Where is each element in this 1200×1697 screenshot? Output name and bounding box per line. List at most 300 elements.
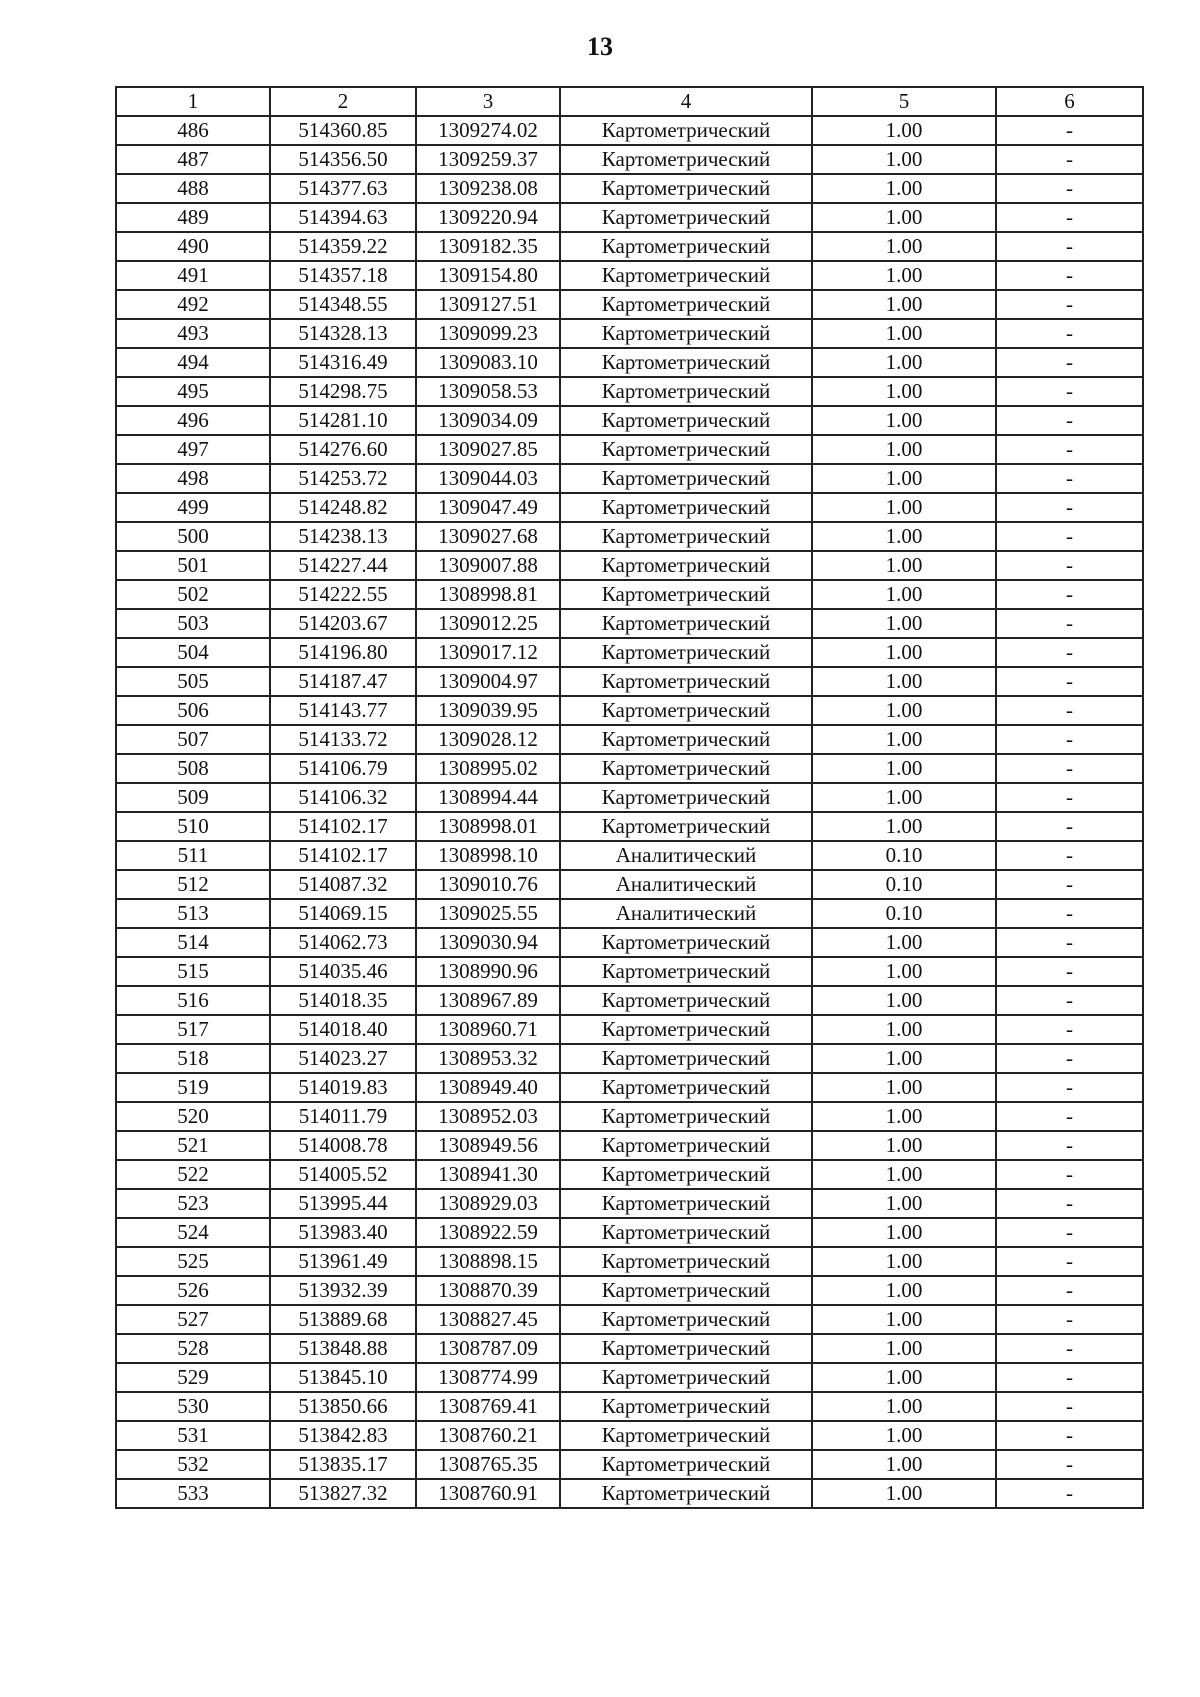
cell-description: -: [996, 928, 1143, 957]
cell-point-number: 533: [116, 1479, 270, 1508]
cell-x-coordinate: 514023.27: [270, 1044, 416, 1073]
cell-point-number: 522: [116, 1160, 270, 1189]
table-row: [116, 899, 1143, 928]
cell-x-coordinate: 514069.15: [270, 899, 416, 928]
table-row: [116, 870, 1143, 899]
table-row: [116, 1421, 1143, 1450]
cell-description: -: [996, 116, 1143, 145]
cell-point-number: 488: [116, 174, 270, 203]
cell-point-number: 513: [116, 899, 270, 928]
cell-y-coordinate: 1309044.03: [416, 464, 560, 493]
cell-point-number: 521: [116, 1131, 270, 1160]
cell-point-number: 530: [116, 1392, 270, 1421]
cell-description: -: [996, 493, 1143, 522]
cell-accuracy: 1.00: [812, 812, 996, 841]
cell-method: Картометрический: [560, 609, 812, 638]
cell-y-coordinate: 1309012.25: [416, 609, 560, 638]
cell-point-number: 503: [116, 609, 270, 638]
cell-description: -: [996, 1073, 1143, 1102]
cell-description: -: [996, 725, 1143, 754]
cell-x-coordinate: 514203.67: [270, 609, 416, 638]
cell-x-coordinate: 514253.72: [270, 464, 416, 493]
cell-y-coordinate: 1309099.23: [416, 319, 560, 348]
cell-method: Картометрический: [560, 290, 812, 319]
cell-x-coordinate: 514328.13: [270, 319, 416, 348]
cell-description: -: [996, 1276, 1143, 1305]
cell-point-number: 528: [116, 1334, 270, 1363]
cell-y-coordinate: 1308994.44: [416, 783, 560, 812]
cell-y-coordinate: 1308922.59: [416, 1218, 560, 1247]
cell-x-coordinate: 514238.13: [270, 522, 416, 551]
cell-x-coordinate: 514008.78: [270, 1131, 416, 1160]
cell-y-coordinate: 1309010.76: [416, 870, 560, 899]
cell-method: Картометрический: [560, 551, 812, 580]
cell-method: Картометрический: [560, 377, 812, 406]
cell-point-number: 494: [116, 348, 270, 377]
table-row: [116, 1015, 1143, 1044]
cell-method: Картометрический: [560, 406, 812, 435]
cell-y-coordinate: 1308949.40: [416, 1073, 560, 1102]
header-cell-method: 4: [560, 87, 812, 116]
cell-method: Картометрический: [560, 464, 812, 493]
cell-accuracy: 1.00: [812, 493, 996, 522]
cell-point-number: 489: [116, 203, 270, 232]
cell-accuracy: 1.00: [812, 1160, 996, 1189]
cell-y-coordinate: 1309047.49: [416, 493, 560, 522]
cell-method: Картометрический: [560, 725, 812, 754]
cell-method: Картометрический: [560, 928, 812, 957]
table-row: [116, 1044, 1143, 1073]
table-row: [116, 841, 1143, 870]
cell-y-coordinate: 1309182.35: [416, 232, 560, 261]
cell-point-number: 514: [116, 928, 270, 957]
cell-y-coordinate: 1309028.12: [416, 725, 560, 754]
header-cell-y-coordinate: 3: [416, 87, 560, 116]
cell-y-coordinate: 1308998.01: [416, 812, 560, 841]
cell-accuracy: 1.00: [812, 1479, 996, 1508]
cell-x-coordinate: 514019.83: [270, 1073, 416, 1102]
cell-method: Картометрический: [560, 232, 812, 261]
cell-y-coordinate: 1309007.88: [416, 551, 560, 580]
cell-y-coordinate: 1308929.03: [416, 1189, 560, 1218]
cell-accuracy: 1.00: [812, 377, 996, 406]
table-row: [116, 580, 1143, 609]
cell-method: Картометрический: [560, 1189, 812, 1218]
cell-y-coordinate: 1309004.97: [416, 667, 560, 696]
cell-x-coordinate: 514377.63: [270, 174, 416, 203]
cell-accuracy: 1.00: [812, 406, 996, 435]
cell-description: -: [996, 435, 1143, 464]
cell-point-number: 500: [116, 522, 270, 551]
cell-point-number: 532: [116, 1450, 270, 1479]
cell-description: -: [996, 1102, 1143, 1131]
cell-point-number: 487: [116, 145, 270, 174]
table-row: [116, 783, 1143, 812]
cell-x-coordinate: 514276.60: [270, 435, 416, 464]
cell-accuracy: 0.10: [812, 841, 996, 870]
cell-accuracy: 1.00: [812, 957, 996, 986]
cell-x-coordinate: 514227.44: [270, 551, 416, 580]
cell-point-number: 511: [116, 841, 270, 870]
cell-description: -: [996, 899, 1143, 928]
cell-point-number: 517: [116, 1015, 270, 1044]
header-cell-description: 6: [996, 87, 1143, 116]
cell-x-coordinate: 514005.52: [270, 1160, 416, 1189]
cell-y-coordinate: 1309083.10: [416, 348, 560, 377]
table-row: [116, 261, 1143, 290]
cell-description: -: [996, 522, 1143, 551]
table-row: [116, 1479, 1143, 1508]
header-row: [116, 87, 1143, 116]
cell-x-coordinate: 514035.46: [270, 957, 416, 986]
cell-accuracy: 1.00: [812, 1421, 996, 1450]
cell-accuracy: 1.00: [812, 609, 996, 638]
cell-y-coordinate: 1309030.94: [416, 928, 560, 957]
cell-y-coordinate: 1308998.81: [416, 580, 560, 609]
cell-method: Картометрический: [560, 1392, 812, 1421]
cell-x-coordinate: 514360.85: [270, 116, 416, 145]
cell-x-coordinate: 514102.17: [270, 841, 416, 870]
cell-point-number: 524: [116, 1218, 270, 1247]
cell-point-number: 523: [116, 1189, 270, 1218]
cell-point-number: 491: [116, 261, 270, 290]
cell-y-coordinate: 1308787.09: [416, 1334, 560, 1363]
cell-x-coordinate: 514102.17: [270, 812, 416, 841]
cell-accuracy: 1.00: [812, 1073, 996, 1102]
cell-x-coordinate: 514222.55: [270, 580, 416, 609]
cell-method: Картометрический: [560, 435, 812, 464]
cell-accuracy: 1.00: [812, 1189, 996, 1218]
table-row: [116, 609, 1143, 638]
cell-x-coordinate: 514133.72: [270, 725, 416, 754]
cell-point-number: 490: [116, 232, 270, 261]
cell-method: Картометрический: [560, 174, 812, 203]
cell-y-coordinate: 1308941.30: [416, 1160, 560, 1189]
cell-method: Картометрический: [560, 1363, 812, 1392]
cell-description: -: [996, 377, 1143, 406]
cell-method: Картометрический: [560, 1276, 812, 1305]
cell-method: Картометрический: [560, 1218, 812, 1247]
table-row: [116, 290, 1143, 319]
cell-point-number: 516: [116, 986, 270, 1015]
cell-accuracy: 1.00: [812, 928, 996, 957]
cell-method: Картометрический: [560, 1479, 812, 1508]
cell-point-number: 492: [116, 290, 270, 319]
cell-accuracy: 1.00: [812, 116, 996, 145]
table-row: [116, 203, 1143, 232]
cell-y-coordinate: 1309238.08: [416, 174, 560, 203]
cell-x-coordinate: 513842.83: [270, 1421, 416, 1450]
cell-method: Картометрический: [560, 1073, 812, 1102]
cell-x-coordinate: 514106.32: [270, 783, 416, 812]
cell-description: -: [996, 783, 1143, 812]
cell-method: Картометрический: [560, 1102, 812, 1131]
cell-accuracy: 1.00: [812, 1044, 996, 1073]
cell-point-number: 505: [116, 667, 270, 696]
table-row: [116, 1276, 1143, 1305]
cell-y-coordinate: 1309039.95: [416, 696, 560, 725]
cell-method: Картометрический: [560, 1160, 812, 1189]
cell-accuracy: 1.00: [812, 1131, 996, 1160]
cell-description: -: [996, 348, 1143, 377]
cell-point-number: 510: [116, 812, 270, 841]
cell-method: Картометрический: [560, 1247, 812, 1276]
cell-x-coordinate: 513889.68: [270, 1305, 416, 1334]
cell-point-number: 498: [116, 464, 270, 493]
cell-y-coordinate: 1309027.68: [416, 522, 560, 551]
table-row: [116, 1247, 1143, 1276]
cell-point-number: 526: [116, 1276, 270, 1305]
cell-point-number: 519: [116, 1073, 270, 1102]
cell-description: -: [996, 754, 1143, 783]
cell-x-coordinate: 514196.80: [270, 638, 416, 667]
cell-point-number: 515: [116, 957, 270, 986]
table-row: [116, 1450, 1143, 1479]
cell-description: -: [996, 406, 1143, 435]
cell-y-coordinate: 1308769.41: [416, 1392, 560, 1421]
cell-y-coordinate: 1308967.89: [416, 986, 560, 1015]
table-row: [116, 319, 1143, 348]
cell-description: -: [996, 1421, 1143, 1450]
cell-accuracy: 1.00: [812, 261, 996, 290]
cell-method: Картометрический: [560, 319, 812, 348]
table-body: [116, 116, 1143, 1508]
cell-accuracy: 1.00: [812, 1276, 996, 1305]
cell-y-coordinate: 1308827.45: [416, 1305, 560, 1334]
cell-method: Картометрический: [560, 493, 812, 522]
cell-description: -: [996, 580, 1143, 609]
cell-method: Картометрический: [560, 754, 812, 783]
table-row: [116, 1160, 1143, 1189]
cell-point-number: 531: [116, 1421, 270, 1450]
table-row: [116, 667, 1143, 696]
cell-x-coordinate: 514011.79: [270, 1102, 416, 1131]
cell-method: Картометрический: [560, 957, 812, 986]
header-cell-accuracy: 5: [812, 87, 996, 116]
cell-y-coordinate: 1309154.80: [416, 261, 560, 290]
table-row: [116, 928, 1143, 957]
cell-point-number: 495: [116, 377, 270, 406]
cell-y-coordinate: 1309058.53: [416, 377, 560, 406]
cell-point-number: 496: [116, 406, 270, 435]
cell-method: Картометрический: [560, 116, 812, 145]
cell-method: Аналитический: [560, 841, 812, 870]
table-row: [116, 1189, 1143, 1218]
cell-method: Картометрический: [560, 203, 812, 232]
cell-point-number: 512: [116, 870, 270, 899]
cell-y-coordinate: 1308760.21: [416, 1421, 560, 1450]
cell-accuracy: 1.00: [812, 667, 996, 696]
cell-description: -: [996, 696, 1143, 725]
table-row: [116, 377, 1143, 406]
cell-description: -: [996, 174, 1143, 203]
cell-method: Картометрический: [560, 1450, 812, 1479]
header-cell-x-coordinate: 2: [270, 87, 416, 116]
cell-description: -: [996, 464, 1143, 493]
cell-description: -: [996, 957, 1143, 986]
cell-x-coordinate: 514248.82: [270, 493, 416, 522]
cell-point-number: 506: [116, 696, 270, 725]
cell-accuracy: 0.10: [812, 870, 996, 899]
cell-x-coordinate: 513835.17: [270, 1450, 416, 1479]
table-row: [116, 551, 1143, 580]
table-row: [116, 754, 1143, 783]
table-row: [116, 464, 1143, 493]
cell-point-number: 507: [116, 725, 270, 754]
cell-y-coordinate: 1308765.35: [416, 1450, 560, 1479]
cell-y-coordinate: 1309017.12: [416, 638, 560, 667]
cell-accuracy: 1.00: [812, 551, 996, 580]
cell-description: -: [996, 986, 1143, 1015]
cell-description: -: [996, 1479, 1143, 1508]
cell-method: Картометрический: [560, 348, 812, 377]
cell-description: -: [996, 1334, 1143, 1363]
cell-accuracy: 1.00: [812, 725, 996, 754]
table-row: [116, 174, 1143, 203]
cell-x-coordinate: 513961.49: [270, 1247, 416, 1276]
cell-accuracy: 1.00: [812, 290, 996, 319]
table-row: [116, 1131, 1143, 1160]
cell-accuracy: 1.00: [812, 1334, 996, 1363]
cell-accuracy: 1.00: [812, 1392, 996, 1421]
cell-y-coordinate: 1309034.09: [416, 406, 560, 435]
cell-y-coordinate: 1308995.02: [416, 754, 560, 783]
cell-accuracy: 0.10: [812, 899, 996, 928]
cell-y-coordinate: 1308953.32: [416, 1044, 560, 1073]
cell-accuracy: 1.00: [812, 319, 996, 348]
cell-description: -: [996, 1189, 1143, 1218]
cell-y-coordinate: 1308990.96: [416, 957, 560, 986]
table-row: [116, 493, 1143, 522]
cell-x-coordinate: 513850.66: [270, 1392, 416, 1421]
table-row: [116, 1102, 1143, 1131]
table-row: [116, 638, 1143, 667]
cell-x-coordinate: 513983.40: [270, 1218, 416, 1247]
cell-x-coordinate: 514187.47: [270, 667, 416, 696]
cell-y-coordinate: 1308960.71: [416, 1015, 560, 1044]
cell-accuracy: 1.00: [812, 203, 996, 232]
cell-point-number: 509: [116, 783, 270, 812]
cell-y-coordinate: 1309025.55: [416, 899, 560, 928]
cell-point-number: 508: [116, 754, 270, 783]
cell-x-coordinate: 514062.73: [270, 928, 416, 957]
cell-accuracy: 1.00: [812, 1450, 996, 1479]
cell-description: -: [996, 261, 1143, 290]
cell-description: -: [996, 1363, 1143, 1392]
table-row: [116, 696, 1143, 725]
table-row: [116, 957, 1143, 986]
table-row: [116, 435, 1143, 464]
cell-description: -: [996, 1247, 1143, 1276]
cell-x-coordinate: 514357.18: [270, 261, 416, 290]
cell-accuracy: 1.00: [812, 348, 996, 377]
cell-x-coordinate: 514356.50: [270, 145, 416, 174]
cell-x-coordinate: 514143.77: [270, 696, 416, 725]
cell-x-coordinate: 514018.40: [270, 1015, 416, 1044]
cell-point-number: 525: [116, 1247, 270, 1276]
cell-point-number: 502: [116, 580, 270, 609]
cell-point-number: 499: [116, 493, 270, 522]
header-cell-point-number: 1: [116, 87, 270, 116]
cell-accuracy: 1.00: [812, 1247, 996, 1276]
cell-description: -: [996, 1218, 1143, 1247]
cell-method: Картометрический: [560, 812, 812, 841]
cell-method: Аналитический: [560, 870, 812, 899]
table-row: [116, 1392, 1143, 1421]
cell-method: Картометрический: [560, 1044, 812, 1073]
table-row: [116, 522, 1143, 551]
cell-y-coordinate: 1309127.51: [416, 290, 560, 319]
coordinates-table: [115, 86, 1144, 1509]
cell-x-coordinate: 514394.63: [270, 203, 416, 232]
cell-accuracy: 1.00: [812, 754, 996, 783]
cell-point-number: 520: [116, 1102, 270, 1131]
cell-method: Картометрический: [560, 1131, 812, 1160]
cell-accuracy: 1.00: [812, 580, 996, 609]
cell-x-coordinate: 513827.32: [270, 1479, 416, 1508]
cell-point-number: 501: [116, 551, 270, 580]
cell-x-coordinate: 513995.44: [270, 1189, 416, 1218]
cell-method: Картометрический: [560, 580, 812, 609]
cell-y-coordinate: 1309259.37: [416, 145, 560, 174]
cell-description: -: [996, 145, 1143, 174]
cell-accuracy: 1.00: [812, 986, 996, 1015]
cell-method: Аналитический: [560, 899, 812, 928]
cell-accuracy: 1.00: [812, 696, 996, 725]
cell-y-coordinate: 1309027.85: [416, 435, 560, 464]
cell-description: -: [996, 841, 1143, 870]
cell-description: -: [996, 1131, 1143, 1160]
cell-description: -: [996, 551, 1143, 580]
table-row: [116, 812, 1143, 841]
cell-description: -: [996, 667, 1143, 696]
table-row: [116, 145, 1143, 174]
cell-x-coordinate: 514281.10: [270, 406, 416, 435]
cell-accuracy: 1.00: [812, 783, 996, 812]
cell-description: -: [996, 1015, 1143, 1044]
cell-accuracy: 1.00: [812, 1102, 996, 1131]
cell-description: -: [996, 812, 1143, 841]
cell-method: Картометрический: [560, 986, 812, 1015]
cell-y-coordinate: 1308898.15: [416, 1247, 560, 1276]
cell-point-number: 518: [116, 1044, 270, 1073]
cell-method: Картометрический: [560, 783, 812, 812]
cell-description: -: [996, 1305, 1143, 1334]
cell-accuracy: 1.00: [812, 1305, 996, 1334]
cell-accuracy: 1.00: [812, 232, 996, 261]
cell-x-coordinate: 514106.79: [270, 754, 416, 783]
cell-x-coordinate: 514359.22: [270, 232, 416, 261]
table-row: [116, 986, 1143, 1015]
cell-point-number: 493: [116, 319, 270, 348]
cell-x-coordinate: 513848.88: [270, 1334, 416, 1363]
cell-description: -: [996, 609, 1143, 638]
cell-accuracy: 1.00: [812, 464, 996, 493]
cell-x-coordinate: 514087.32: [270, 870, 416, 899]
table-row: [116, 348, 1143, 377]
cell-accuracy: 1.00: [812, 1218, 996, 1247]
cell-method: Картометрический: [560, 261, 812, 290]
table-row: [116, 1363, 1143, 1392]
cell-accuracy: 1.00: [812, 435, 996, 464]
page-number: 13: [587, 32, 613, 61]
cell-description: -: [996, 1160, 1143, 1189]
cell-description: -: [996, 870, 1143, 899]
cell-description: -: [996, 1044, 1143, 1073]
cell-method: Картометрический: [560, 1334, 812, 1363]
cell-x-coordinate: 513932.39: [270, 1276, 416, 1305]
cell-accuracy: 1.00: [812, 174, 996, 203]
